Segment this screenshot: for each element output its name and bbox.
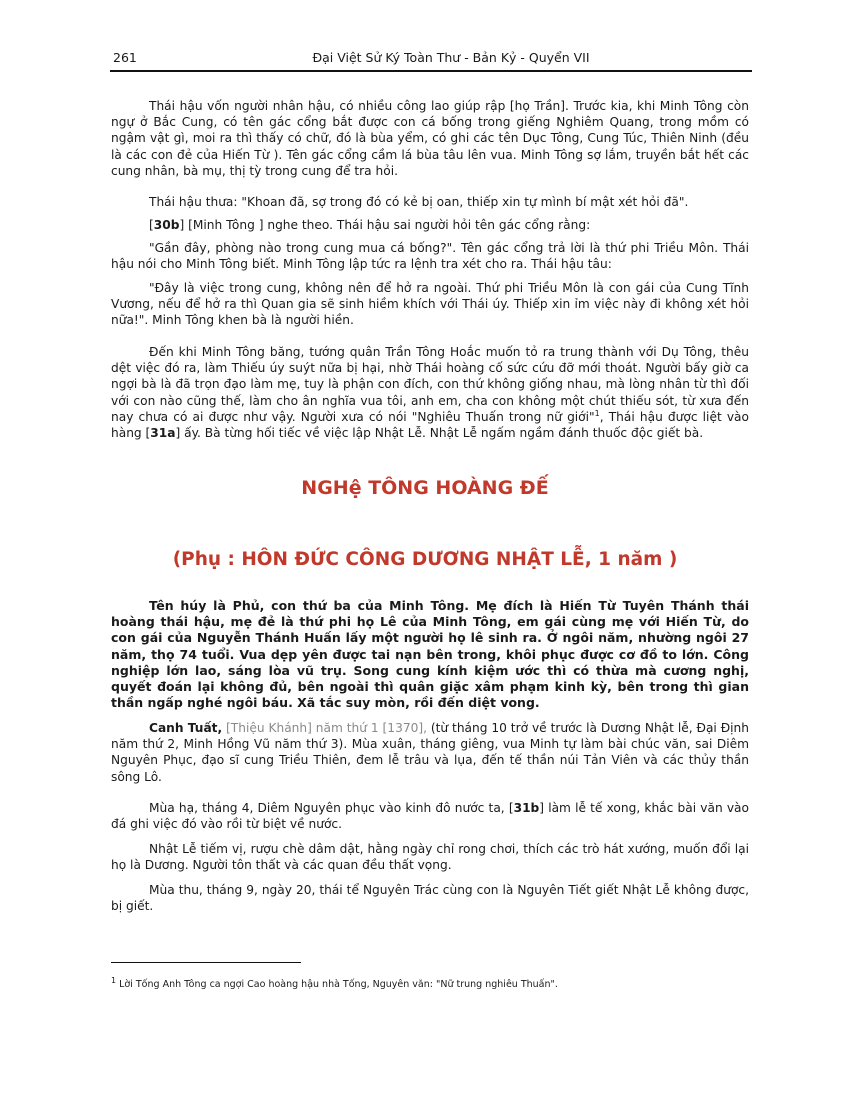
paragraph-5: "Đây là việc trong cung, không nên để hở ra ngoài. Thứ phi Triều Môn là con gái của Cung Tĩnh Vương, nếu để hở ra thì Quan gia sẽ sinh hiềm khích với Thái úy. Thiếp xin ỉm việc này đi không xét hỏi nữa!". Minh Tông khen bà là người hiền.: [111, 281, 749, 328]
footnote-divider: [111, 962, 301, 963]
paragraph-2: Thái hậu thưa: "Khoan đã, sợ trong đó có kẻ bị oan, thiếp xin tự mình bí mật xét hỏi đã".: [149, 195, 689, 209]
footnote-number: 1: [111, 975, 117, 985]
paragraph-9-text-b: ] làm lễ tế xong, khắc bài văn vào đá ghi việc đó vào rồi từ biệt về nước.: [111, 801, 749, 832]
paragraph-6: [111, 344, 749, 441]
paragraph-3-text: [Minh Tông ] nghe theo. Thái hậu sai người hỏi tên gác cổng rằng:: [184, 218, 591, 232]
paragraph-9: [111, 800, 749, 832]
paragraph-1: Thái hậu vốn người nhân hậu, có nhiều công lao giúp rập [họ Trần]. Trước kia, khi Minh Tông còn ngự ở Bắc Cung, có tên gác cổng bắt được con cá bống trong giếng Nghiêm Quang, trong mồm có ngậm vật gì, moi ra thì thấy có chữ, đó là bùa yểm, có ghi các tên Dục Tông, Cung Túc, Thiên Ninh (đều là các con đẻ của Hiến Từ ). Tên gác cổng cầm lá bùa tâu lên vua. Minh Tông sợ lắm, truyền bắt hết các cung nhân, bà mụ, thị tỳ trong cung để tra hỏi.: [111, 99, 749, 178]
paragraph-11: Mùa thu, tháng 9, ngày 20, thái tể Nguyên Trác cùng con là Nguyên Tiết giết Nhật Lễ không được, bị giết.: [111, 883, 749, 914]
year-label: Canh Tuất,: [149, 721, 223, 735]
folio-marker: 31b: [513, 801, 540, 815]
folio-marker: 31a: [150, 426, 176, 441]
chapter-subtitle: (Phụ : HÔN ĐỨC CÔNG DƯƠNG NHẬT LỄ, 1 năm ): [172, 549, 678, 570]
paragraph-6-text-b: , Thái hậu được liệt vào hàng [: [111, 409, 749, 441]
footnote: [111, 975, 558, 990]
page-header: [110, 48, 752, 72]
footnote-ref: 1: [594, 408, 600, 418]
paragraph-canh-tuat: [111, 720, 749, 785]
paragraph-canh-tuat-text: (từ tháng 10 trở về trước là Dương Nhật lễ, Đại Định năm thứ 2, Minh Hồng Vũ năm thứ 3). Mùa xuân, tháng giêng, vua Minh tự làm bài chúc văn, sai Diêm Nguyên Phục, đạo sĩ cung Triều Thiên, đem lễ trâu và lụa, đến tế thần núi Tản Viên và các thủy thần sông Lô.: [111, 721, 749, 784]
era-label: [Thiệu Khánh] năm thứ 1 [1370],: [222, 721, 427, 735]
footnote-text: Lời Tống Anh Tông ca ngợi Cao hoàng hậu nhà Tống, Nguyên văn: "Nữ trung nghiêu Thuấn".: [116, 979, 558, 990]
chapter-title: NGHệ TÔNG HOÀNG ĐẾ: [301, 477, 549, 499]
paragraph-3: [30b] [Minh Tông ] nghe theo. Thái hậu sai người hỏi tên gác cổng rằng:: [149, 218, 591, 232]
folio-marker: 30b: [153, 218, 180, 232]
paragraph-6-text-a: Đến khi Minh Tông băng, tướng quân Trần Tông Hoắc muốn tỏ ra trung thành với Dụ Tông, thêu dệt việc đó ra, làm Thiếu úy suýt nữa bị hại, nhờ Thái hoàng cố sức cứu đỡ mới thoát. Người bấy giờ ca ngợi bà là đã trọn đạo làm mẹ, tuy là phận con đích, con thứ không giống nhau, mà lòng nhân từ thì đối với con nào cũng thế, làm cho ân nghĩa vua tôi, anh em, cha con không một chút thiếu sót, từ xưa đến nay chưa có ai được như vậy. Người xưa có nói "Nghiêu Thuấn trong nữ giới": [111, 345, 749, 424]
paragraph-9-text-a: Mùa hạ, tháng 4, Diêm Nguyên phục vào kinh đô nước ta, [: [149, 801, 514, 815]
paragraph-10: Nhật Lễ tiếm vị, rượu chè dâm dật, hằng ngày chỉ rong chơi, thích các trò hát xướng, muốn đổi lại họ là Dương. Người tôn thất và các quan đều thất vọng.: [111, 842, 749, 873]
page-number: 261: [113, 50, 137, 65]
paragraph-4: "Gần đây, phòng nào trong cung mua cá bống?". Tên gác cổng trả lời là thứ phi Triều Môn. Thái hậu nói cho Minh Tông biết. Minh Tông lập tức ra lệnh tra xét cho ra. Thái hậu tâu:: [111, 241, 749, 272]
biography-paragraph: Tên húy là Phủ, con thứ ba của Minh Tông. Mẹ đích là Hiến Từ Tuyên Thánh thái hoàng thái hậu, mẹ đẻ là thứ phi họ Lê của Minh Tông, em gái cùng mẹ với Hiến Từ, do con gái của Nguyễn Thánh Huấn lấy một người họ lê sinh ra. Ở ngôi năm, nhường ngôi 27 năm, thọ 74 tuổi. Vua dẹp yên được tai nạn bên trong, khôi phục được cơ đồ to lớn. Công nghiệp lớn lao, sáng lòa vũ trụ. Song cung kính kiệm ước thì có thừa mà cương nghị, quyết đoán lại không đủ, bên ngoài thì quân giặc xâm phạm kinh kỳ, bên trong thì gian thần ngấp nghé ngôi báu. Xã tắc suy mòn, rồi đến diệt vong.: [111, 598, 749, 711]
paragraph-6-text-c: ] ấy. Bà từng hối tiếc về việc lập Nhật Lễ. Nhật Lễ ngấm ngầm đánh thuốc độc giết bà.: [175, 426, 704, 441]
running-title: Đại Việt Sử Ký Toàn Thư - Bản Kỷ - Quyển VII: [312, 50, 590, 65]
